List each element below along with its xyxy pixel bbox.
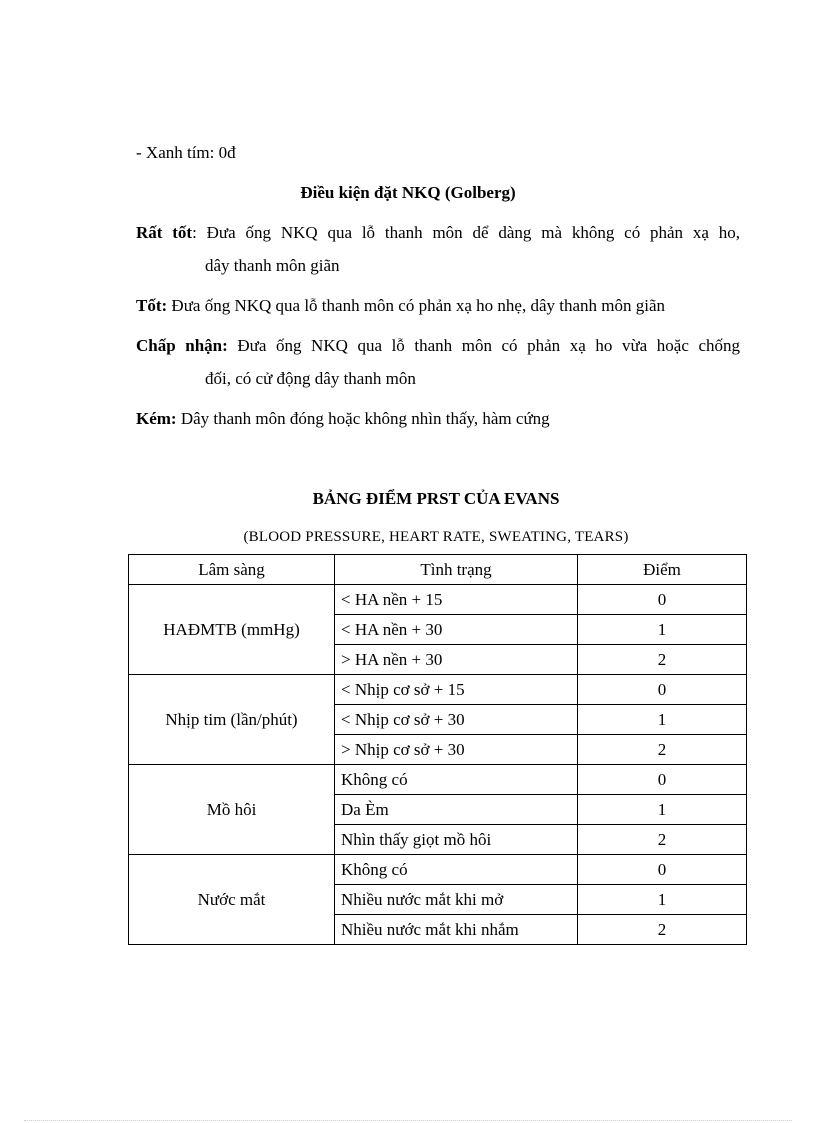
group-label-mo-hoi: Mồ hôi xyxy=(129,765,335,855)
header-lam-sang: Lâm sàng xyxy=(129,555,335,585)
table-row xyxy=(129,585,747,615)
score-cell: 2 xyxy=(578,645,747,675)
score-cell: 2 xyxy=(578,735,747,765)
score-cell: 1 xyxy=(578,885,747,915)
header-tinh-trang: Tình trạng xyxy=(335,555,578,585)
rat-tot-label: Rất tốt xyxy=(136,223,193,242)
state-cell: Nhiều nước mắt khi mở xyxy=(335,885,578,915)
state-cell: > Nhịp cơ sở + 30 xyxy=(335,735,578,765)
golberg-heading: Điều kiện đặt NKQ (Golberg) xyxy=(300,183,516,202)
tot-line xyxy=(136,296,665,316)
header-row xyxy=(129,555,747,585)
state-cell: Nhiều nước mắt khi nhắm xyxy=(335,915,578,945)
chap-nhan-line-2: đối, có cử động dây thanh môn xyxy=(205,369,416,388)
state-cell: < HA nền + 15 xyxy=(335,585,578,615)
rat-tot-line-1 xyxy=(136,223,740,243)
evans-subtitle: (BLOOD PRESSURE, HEART RATE, SWEATING, TEARS) xyxy=(243,529,629,545)
group-label-nuoc-mat: Nước mắt xyxy=(129,855,335,945)
state-cell: < HA nền + 30 xyxy=(335,615,578,645)
score-cell: 1 xyxy=(578,795,747,825)
table-row xyxy=(129,675,747,705)
score-cell: 2 xyxy=(578,915,747,945)
chap-nhan-label: Chấp nhận: xyxy=(136,336,228,355)
score-cell: 2 xyxy=(578,825,747,855)
rat-tot-text: : Đưa ống NKQ qua lỗ thanh môn dể dàng mà không có phản xạ ho, xyxy=(192,223,740,242)
state-cell: Không có xyxy=(335,765,578,795)
score-cell: 0 xyxy=(578,855,747,885)
group-label-nhip-tim: Nhịp tim (lần/phút) xyxy=(129,675,335,765)
score-cell: 1 xyxy=(578,615,747,645)
kem-text: Dây thanh môn đóng hoặc không nhìn thấy, hàm cứng xyxy=(176,409,550,428)
rat-tot-line-2: dây thanh môn giãn xyxy=(205,256,340,275)
score-cell: 0 xyxy=(578,585,747,615)
score-cell: 1 xyxy=(578,705,747,735)
evans-table xyxy=(128,554,747,945)
table-row xyxy=(129,855,747,885)
page-bottom-divider xyxy=(24,1120,792,1121)
state-cell: Không có xyxy=(335,855,578,885)
score-cell: 0 xyxy=(578,765,747,795)
score-cell: 0 xyxy=(578,675,747,705)
xanh-tim-line: - Xanh tím: 0đ xyxy=(136,143,236,162)
evans-title: BẢNG ĐIỂM PRST CỦA EVANS xyxy=(312,489,560,508)
chap-nhan-text: Đưa ống NKQ qua lỗ thanh môn có phản xạ ho vừa hoặc chống xyxy=(227,336,740,355)
table-row xyxy=(129,765,747,795)
group-label-ha: HAĐMTB (mmHg) xyxy=(129,585,335,675)
chap-nhan-line-1 xyxy=(136,336,740,356)
tot-label: Tốt: xyxy=(136,296,168,315)
kem-line xyxy=(136,409,550,429)
state-cell: Da Èm xyxy=(335,795,578,825)
header-diem: Điểm xyxy=(578,555,747,585)
state-cell: > HA nền + 30 xyxy=(335,645,578,675)
state-cell: Nhìn thấy giọt mồ hôi xyxy=(335,825,578,855)
state-cell: < Nhịp cơ sở + 30 xyxy=(335,705,578,735)
kem-label: Kém: xyxy=(136,409,177,428)
state-cell: < Nhịp cơ sở + 15 xyxy=(335,675,578,705)
tot-text: Đưa ống NKQ qua lỗ thanh môn có phản xạ ho nhẹ, dây thanh môn giãn xyxy=(167,296,666,315)
